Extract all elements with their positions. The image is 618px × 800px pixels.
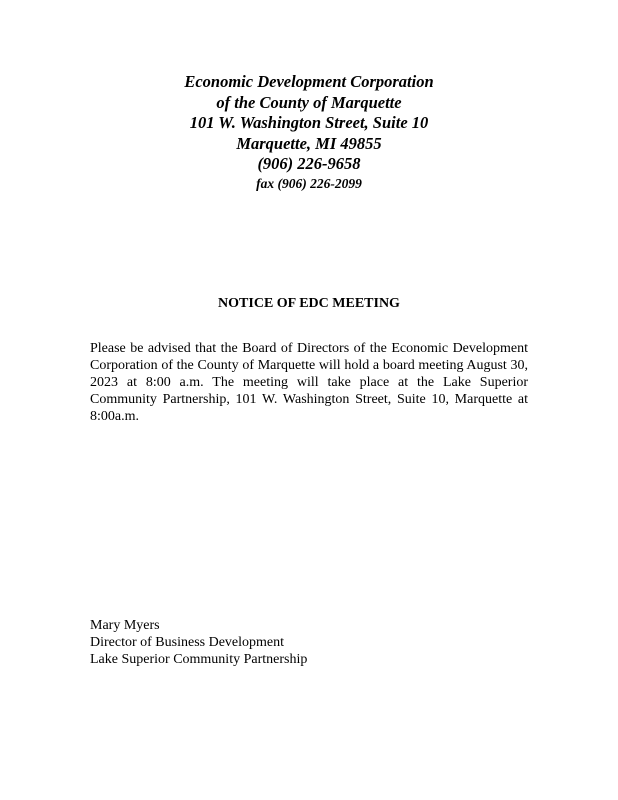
org-county: of the County of Marquette [216, 92, 402, 112]
signer-title: Director of Business Development [90, 635, 285, 650]
signature-block [90, 617, 307, 668]
street-address: 101 W. Washington Street, Suite 10 [189, 113, 429, 132]
notice-body: Please be advised that the Board of Directors of the Economic Development Corporation of the County of Marquette will hold a board meeting August 30, 2023 at 8:00 a.m. The meeting will take place at the Lake Superior Community Partnership, 101 W. Washington Street, Suite 10, Marquette at 8:00a.m. [90, 341, 528, 424]
signer-name: Mary Myers [90, 618, 160, 633]
city-state-zip: Marquette, MI 49855 [236, 133, 382, 153]
letterhead [0, 72, 618, 193]
notice-title: NOTICE OF EDC MEETING [218, 296, 400, 311]
phone-number: (906) 226-9658 [257, 154, 361, 173]
org-name: Economic Development Corporation [184, 72, 434, 91]
signer-organization: Lake Superior Community Partnership [90, 652, 308, 667]
fax-number: fax (906) 226-2099 [256, 175, 362, 191]
